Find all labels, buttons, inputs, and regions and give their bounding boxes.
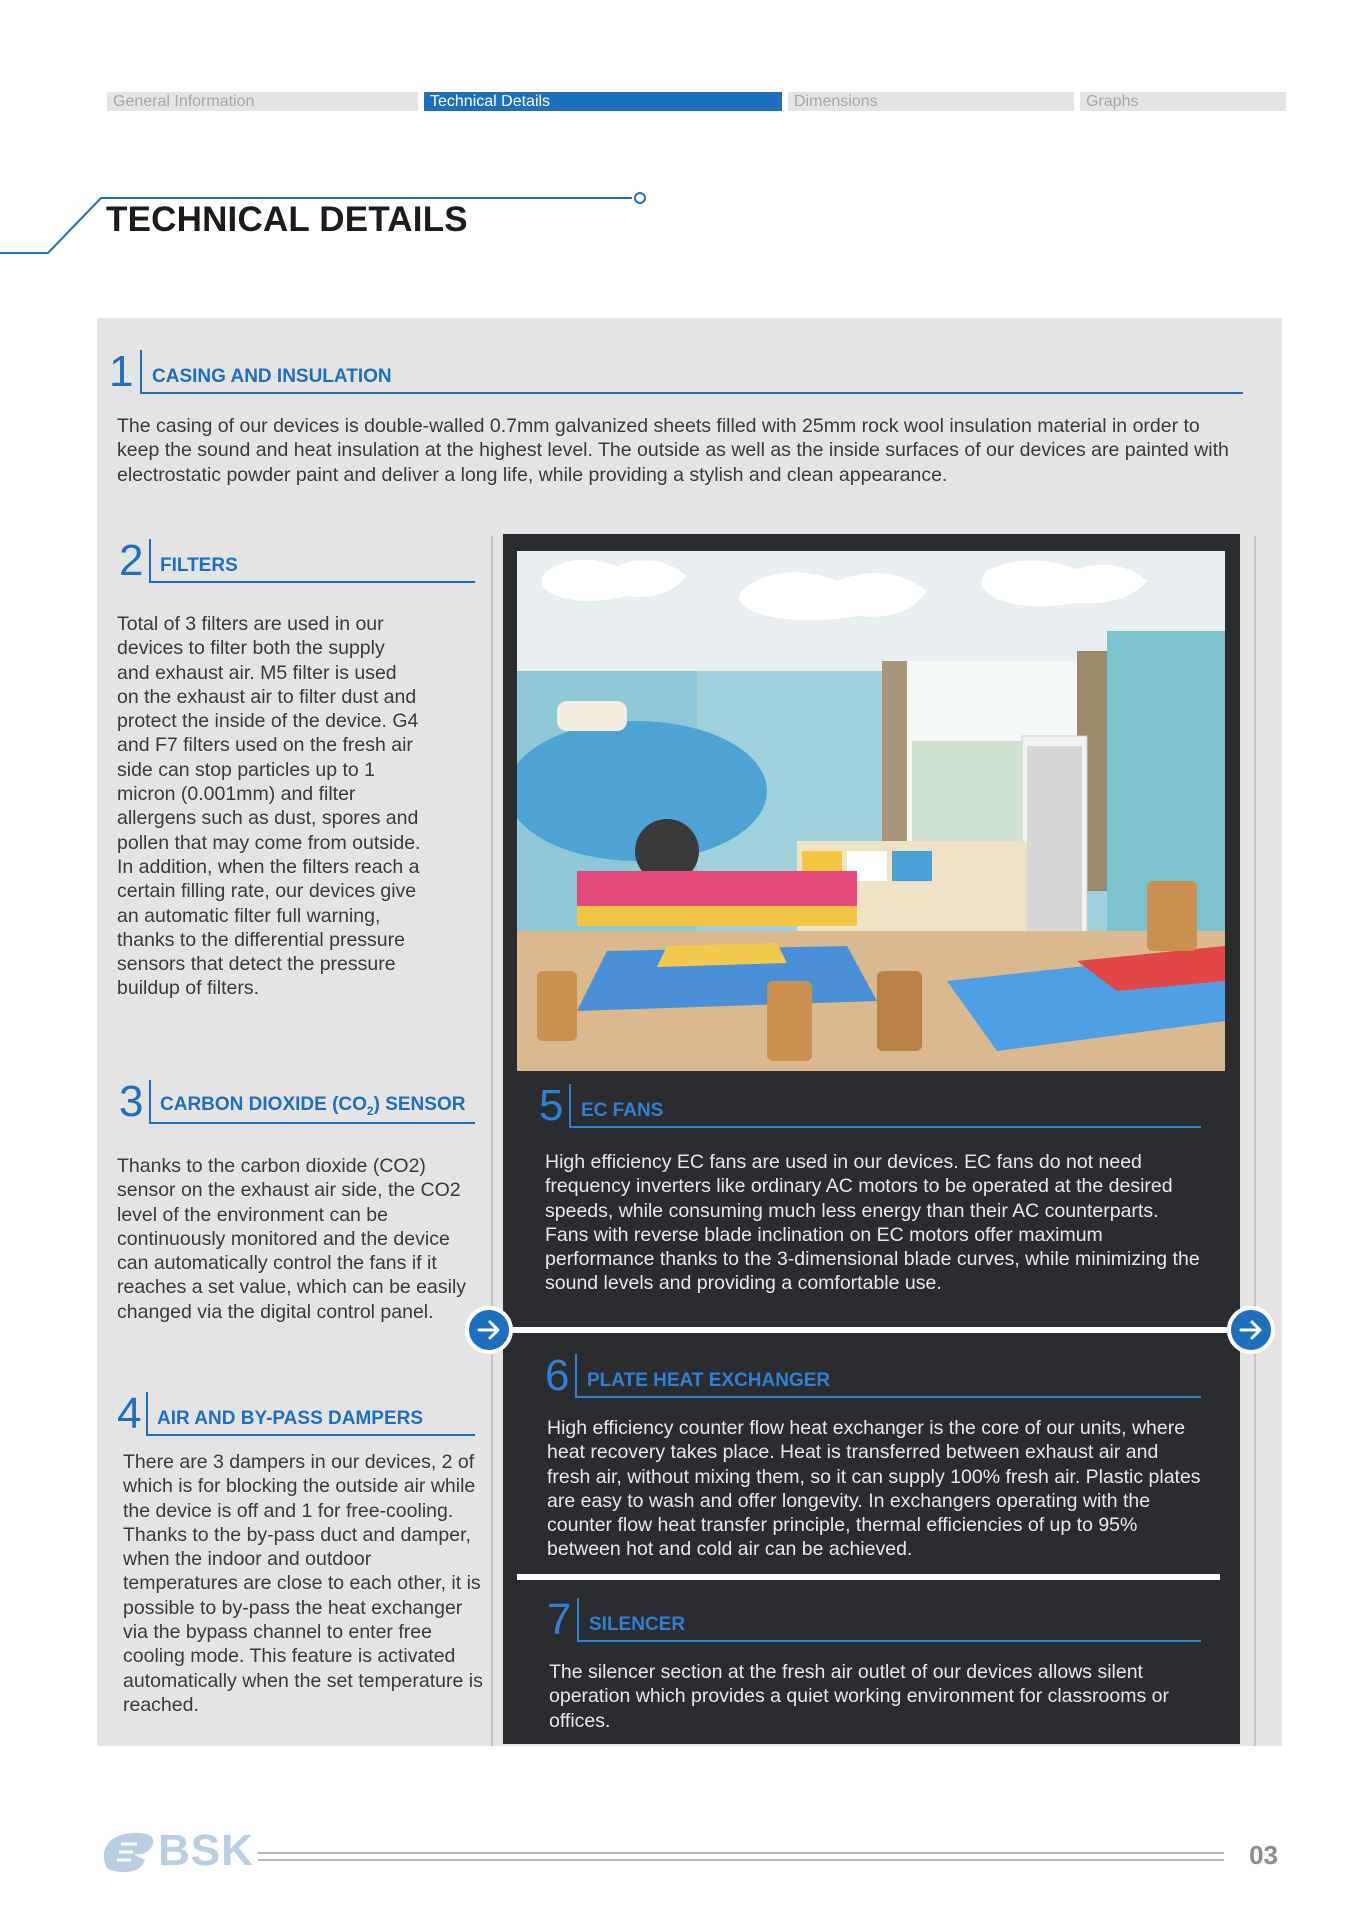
arrow-right-icon [469, 1310, 509, 1350]
section-divider [149, 1080, 151, 1124]
divider-line [500, 1327, 1252, 1333]
section-divider [569, 1084, 571, 1128]
right-guide-line [1254, 536, 1256, 1746]
section-2-text: Total of 3 filters are used in our devices to filter both the supply and exhaust air. M5 filter is used on the exhaust air to filter dust and protect the inside of the device. G4 and F7 filters used on the fresh air side can stop particles up to 1 micron (0.001mm) and filter allergens such as dust, spores and pollen that may come from outside. In addition, when the filters reach a certain filling rate, our devices give an automatic filter full warning, thanks to the differential pressure sensors that detect the pressure buildup of filters. [117, 613, 421, 1000]
section-title: AIR AND BY-PASS DAMPERS [157, 1408, 424, 1429]
section-divider [146, 1392, 148, 1436]
section-5-header [539, 1080, 1201, 1128]
section-7-text: The silencer section at the fresh air outlet of our devices allows silent operation which provides a quiet working environment for classrooms or offices. [549, 1661, 1169, 1732]
footer-line [258, 1852, 1224, 1854]
brand-logo: BSK [158, 1826, 254, 1875]
page-title: TECHNICAL DETAILS [106, 200, 468, 239]
section-7-header [547, 1594, 1201, 1642]
left-guide-line [491, 536, 493, 1746]
section-underline [146, 1434, 475, 1436]
section-title: SILENCER [589, 1614, 686, 1635]
right-arrow-button[interactable] [1227, 1306, 1275, 1354]
section-divider [577, 1598, 579, 1642]
section-1-header [109, 346, 1243, 394]
section-4-header [117, 1388, 475, 1436]
tab-graphs[interactable]: Graphs [1080, 92, 1286, 111]
section-1-text: The casing of our devices is double-walled 0.7mm galvanized sheets filled with 25mm rock wool insulation material in order to keep the sound and heat insulation at the highest level. The outside as well as the inside surfaces of our devices are painted with electrostatic powder paint and deliver a long life, while providing a stylish and clean appearance. [117, 415, 1229, 486]
section-3-header [119, 1076, 475, 1124]
section-underline [577, 1640, 1201, 1642]
section-6-text: High efficiency counter flow heat exchanger is the core of our units, where heat recovery takes place. Heat is transferred between exhaust air and fresh air, without mixing them, so it can supply 100% fresh air. Plastic plates are easy to wash and offer longevity. In exchangers operating with the counter flow heat transfer principle, thermal efficiencies of up to 95% between hot and cold air can be achieved. [547, 1417, 1201, 1561]
section-divider [575, 1354, 577, 1398]
page-number: 03 [1249, 1840, 1278, 1870]
bsk-logo-icon [97, 1830, 159, 1874]
section-divider [140, 350, 142, 394]
section-underline [149, 581, 475, 583]
section-number: 7 [547, 1595, 572, 1644]
footer-line [258, 1859, 1224, 1861]
section-title: FILTERS [160, 555, 238, 576]
tab-general-information[interactable]: General Information [107, 92, 418, 111]
section-title: PLATE HEAT EXCHANGER [587, 1370, 831, 1391]
section-underline [575, 1396, 1201, 1398]
divider-line [517, 1574, 1220, 1580]
section-title: CARBON DIOXIDE $(CO_2)$ SENSOR [160, 1094, 466, 1118]
section-title: CASING AND INSULATION [152, 366, 392, 387]
section-number: 1 [109, 347, 134, 396]
section-number: 5 [539, 1081, 564, 1130]
tab-dimensions[interactable]: Dimensions [788, 92, 1074, 111]
section-2-header [119, 535, 475, 583]
arrow-right-icon [1231, 1310, 1271, 1350]
section-underline [569, 1126, 1201, 1128]
section-number: 2 [119, 536, 144, 585]
tab-technical-details[interactable]: Technical Details [424, 92, 782, 111]
left-arrow-button[interactable] [465, 1306, 513, 1354]
section-4-text: There are 3 dampers in our devices, 2 of which is for blocking the outside air while the device is off and 1 for free-cooling. Thanks to the by-pass duct and damper, when the indoor and outdoor temperatures are close to each other, it is possible to by-pass the heat exchanger via the bypass channel to enter free cooling mode. This feature is activated automatically when the set temperature is reached. [123, 1451, 483, 1716]
section-title: EC FANS [581, 1100, 664, 1121]
section-number: 6 [545, 1351, 570, 1400]
section-6-header [545, 1350, 1201, 1398]
section-3-text: Thanks to the carbon dioxide (CO2) sensor on the exhaust air side, the CO2 level of the environment can be continuously monitored and the device can automatically control the fans if it reaches a set value, which can be easily changed via the digital control panel. [117, 1155, 467, 1323]
section-underline [140, 392, 1243, 394]
section-underline [149, 1122, 475, 1124]
section-5-text: High efficiency EC fans are used in our devices. EC fans do not need frequency inverters like ordinary AC motors to be operated at the desired speeds, while consuming much less energy than their AC counterparts. Fans with reverse blade inclination on EC motors offer maximum performance thanks to the 3-dimensional blade curves, while minimizing the sound levels and providing a comfortable use. [545, 1151, 1200, 1295]
section-number: 3 [119, 1077, 144, 1126]
section-divider [149, 539, 151, 583]
classroom-photo [517, 551, 1225, 1071]
section-number: 4 [117, 1389, 142, 1438]
